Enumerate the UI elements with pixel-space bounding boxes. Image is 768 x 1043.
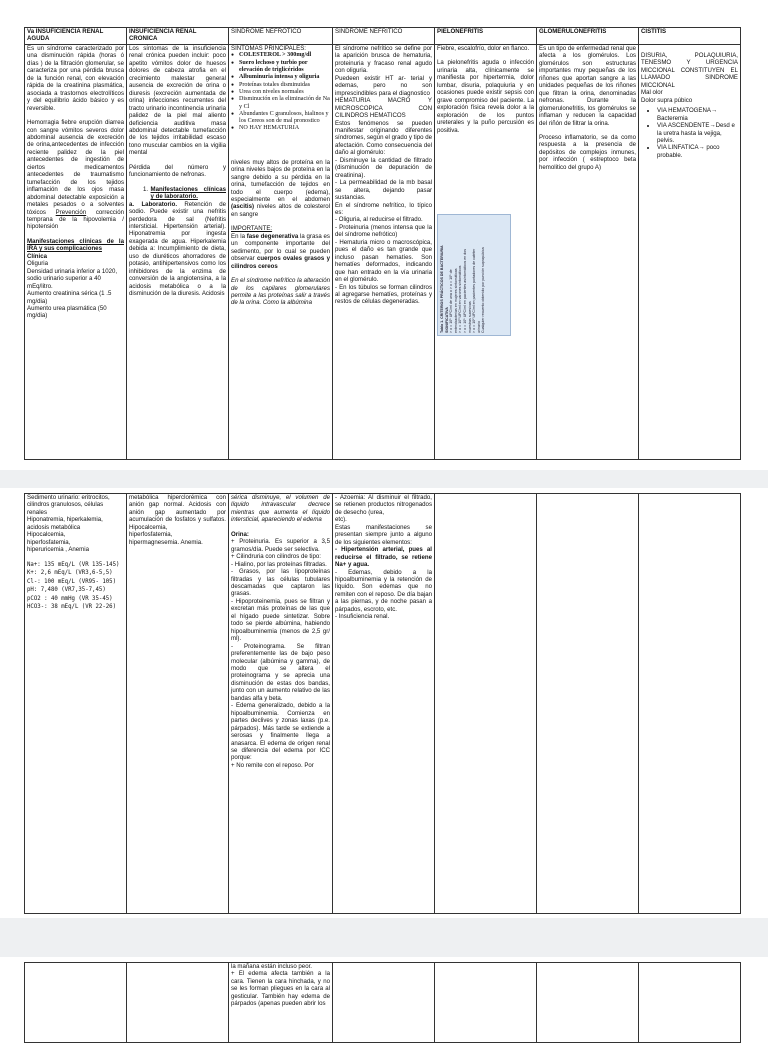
cell-ira (25, 963, 127, 1043)
bacteriuria-criteria-table (437, 214, 511, 336)
sn-description: niveles muy altos de proteína en la orina niveles bajos de proteína en la sangre debido a su pérdida en la orina, tumefacción de tejidos en todo el cuerpo (edema), especialmente en el abdomen (ascitis) niveles altos de colesterol en sangre (231, 158, 330, 218)
header-pielonefritis: PIELONEFRITIS (435, 28, 537, 45)
sn-item: ● Albuminuria intensa y oliguria (239, 74, 330, 81)
sn-title: SINTOMAS PRINCIPALES: (231, 45, 306, 52)
glo-process: Proceso inflamatorio, se da como respuesta a la presencia de depósitos de complejos inmunes, por infección ( estreptoco beta hemolitico del grupo A) (539, 133, 636, 171)
cell-sindrome-nefritico (333, 963, 435, 1043)
cell-ira (25, 45, 127, 460)
cell-cistitis (639, 494, 741, 914)
ira-definition: Es un síndrome caracterizado por una disminución rápida (horas ó días ) de la filtración glomerular, se caracteriza por una pérdida brusca de la función renal, con elevación rápida de la creatinina plasmática, asociada a trastornos electrolíticos y del equilibrio ácido básico y es reversible. (27, 45, 124, 112)
sn-item: ● Abundantes C granulosos, hialinos y los Cereos son de mal pronostico (239, 111, 330, 126)
sn-symptom-list (231, 52, 330, 132)
pie-description: La pielonefritis aguda o infección urinaria alta, clínicamente se manifiesta por hipertermia, dolor lumbar, disuria, polaquiuria y en ocasiones puede existir sepsis con grave compromiso del paciente. La exploración física revela dolor a la exploración de los puntos ureterales y la puño percusión es positiva. (437, 59, 534, 134)
cell-glomerulonefritis (537, 963, 639, 1043)
cell-sindrome-nefritico (333, 494, 435, 914)
comparison-table-page-3 (24, 962, 741, 1043)
content-row (25, 963, 741, 1043)
snf-edemas: - Edemas, debido a la hipoalbuminemia y la retención de líquido. Son edemas que no remiten con el reposo. De día bajan a las piernas, y de noche pasan a párpados, escroto, etc. - Insuficiencia renal. (335, 568, 432, 621)
snf-hypertension: - Hipertensión arterial, pues al reducirse el filtrado, se retiene Na+ y agua. (335, 546, 432, 569)
cis-symptoms: DISURIA, POLAQUIURIA, TENESMO Y URGENCIA MICCIONAL CONSTITUYEN EL LLAMADO SINDROME MICCIONAL Mal olor Dolor supra púbico (641, 52, 738, 104)
page-1 (0, 0, 768, 470)
sn-orina-heading: Orina: (231, 530, 249, 538)
sn-orina-text: + Proteinuria. Es superior a 3,5 gramos/día. Puede ser selectiva. + Cilindruria con cilindros de tipo: - Hialino, por las proteínas filtradas. - Grasos, por las lipoproteínas filtradas y las células tubulares descamadas que captaron las grasas. - Hipoproteinemia, pues se filtran y excretan más proteínas de las que el hígado puede sintetizar. Sobre todo se pierde albúmina, habiendo hipoalbuminemia (menos de 2,5 gr/ ml). - Proteinograma. Se filtran preferentemente las de bajo peso molecular (albúmina y gamma), de modo que se altera el proteinograma y se aprecia una disminución de estas dos bandas, junto con un aumento relativo de las bandas alfa y beta. - Edema generalizado, debido a la hipoalbuminemia. Comienza en partes declives y zonas laxas (p.e. párpados). Más tarde se extiende a serosas y finalmente llega a anasarca. El edema de origen renal se diferencia del edema por ICC porque: + No remite con el reposo. Por (231, 538, 330, 769)
cell-glomerulonefritis (537, 494, 639, 914)
ira-clinica-list: Oliguria Densidad urinaria inferior a 1020, sodio urinario superior a 40 mEq/litro. Aumento creatinina sérica (1 .5 mg/dia) Aumento urea plasmática (50 mg/dia) (27, 260, 118, 320)
cell-sindrome-nefrotico (229, 45, 333, 460)
header-glomerulonefritis: GLOMERULONEFRITIS (537, 28, 639, 45)
sn-item: ● Suero lechoso y turbio por elevación de triglicéridos (239, 60, 330, 75)
pie-symptoms: Fiebre, escalofrío, dolor en flanco. (437, 45, 530, 52)
snf-text: El síndrome nefrítico se define por la aparición brusca de hematuria, proteinuria y fracaso renal agudo con oliguria. Puedeen existir HT ar- terial y edemas, pero no son imprescindibles para el diagnostico HEMATURIA MACRO Y MICROSCOPICA CON CILINDROS HEMATICOS Estos fenómenos se pueden manifestar originando diferentes síndromes, según el grado y tipo de afectación. Como consecuencia del daño al glomérulo: - Disminuye la cantidad de filtrado (disminución de depuración de creatinina). - La permeabilidad de la mb basal se altera, dejando pasar sustancias. En el síndrome nefrítico, lo típico es: - Oliguria, al reducirse el filtrado. - Proteinuria (menos intensa que la del síndrome nefrótico) - Hematuria micro o macroscópica, pues el daño es tan grande que incluso pasan hematíes. Son hematíes deformados, indicando que han entrado en la vía urinaria en el glomérulo. - En los túbulos se forman cilindros al agregarse hematíes, proteínas y restos de células degeneradas. (335, 45, 432, 306)
ira-sediment: Sedimento urinario: eritrocitos, cilindros granulosos, células renales Hiponatremia, hiperkalemia, acidosis metabólica Hipocalcemia, hiperfosfatemia, hiperuricemia , Anemia (27, 494, 110, 554)
header-sindrome-nefritico: SINDROME NEFRITICO (333, 28, 435, 45)
page-2 (0, 488, 768, 918)
cell-glomerulonefritis (537, 45, 639, 460)
comparison-table-page-2 (24, 493, 741, 914)
irc-laboratory: a. Laboratorio. Retención de sodio. Puede existir una nefritis perdedora de sal (Nefritis intersticial. Hipertensión arterial). Hiponatremia por ingesta exagerada de agua. Hiperkalemia debida a: Incumplimiento de dieta, uso de diuréticos ahorradores de potasio, antihipertensivos como los inhibidores de la enzima de conversión de la angiotensina, a la acidosis metabólica o a la disminución de la diuresis. Acidosis (129, 200, 226, 298)
sn-item: ● COLESTEROL > 300mg/dl (239, 52, 330, 59)
cis-route: • VIA LINFATICA→ poco probable. (657, 144, 738, 159)
cis-routes (641, 107, 738, 159)
content-row (25, 45, 741, 460)
sn-item: ● Disminución en la eliminación de Na y Cl (239, 96, 330, 111)
page-gap (0, 918, 768, 957)
page-gap (0, 470, 768, 488)
cell-cistitis (639, 963, 741, 1043)
cis-route: • VIA HEMATOGENA→ Bacteremia (657, 107, 738, 122)
ira-symptoms: Hemorragia fiebre erupción diarrea con sangre vómitos severos dolor abdominal ausencia de excreción de orina,antecedentes de infección reciente palidez de la piel antecedentes de ingestión de ciertos medicamentos antecedentes de traumatismo tumefacción de los tejidos inflamación de los ojos masa abdominal detectable exposición a metales pesados o a solventes tóxicos Prevención corrección temprana de la hipovolemia / hipotensión (27, 119, 124, 231)
sn-degenerative: En la fase degenerativa la grasa es un componente importante del sedimento, por lo cual se pueden observar cuerpos ovales grasos y cilindros cereos (231, 232, 330, 270)
sn-item: ● Proteínas totales disminuidas (239, 82, 330, 89)
sn-important: IMPORTANTE: (231, 225, 273, 233)
sn-edema: sérica disminuye, el volumen de líquido intravascular decrece mientras que aumenta el líquido intersticial, apareciendo el edema (231, 494, 330, 524)
ira-lab-values: Na+: 135 mEq/L (VR 135-145) K+: 2,6 mEq/L (VR3,6-5,5) Cl-: 100 mEq/L (VR95- 105) pH: 7,480 (VR7,35-7,45) pCO2 : 40 mmHg (VR 35-45) HCO3-: 38 mEq/L (VR 22-26) (27, 561, 120, 611)
sn-item: ● NO HAY HEMATURIA (239, 125, 330, 132)
cell-sindrome-nefrotico (229, 494, 333, 914)
header-irc: INSUFICIENCIA RENAL CRONICA (127, 28, 229, 45)
sn-item: ● Urea con niveles normales (239, 89, 330, 96)
cell-pielonefritis (435, 963, 537, 1043)
cell-irc (127, 45, 229, 460)
cell-sindrome-nefritico (333, 45, 435, 460)
bacteriuria-criteria-text: Tabla 1. CRITERIOS PRÁCTICOS DE BACTERIURIA SIGNIFICATIVA > o = 10⁵ UFC/ml de una o > o = 10⁵ de enterobacterias en mujeres sintomáticas > o = 10³ UFC/ml en varones sintomáticos > o = 10⁵ UFC/ml en pacientes asintomáticos en dos muestras sucesivas > o = 10² UFC/ml en pacientes portadores de catéter urinario Cualquier recuento obtenido por punción suprapúbica (440, 245, 486, 333)
cell-pielonefritis (435, 45, 537, 460)
cell-irc (127, 963, 229, 1043)
cis-route: • VIA ASCENDENTE→Desd e la uretra hasta la vejiga, pelvis. (657, 122, 738, 144)
cell-pielonefritis (435, 494, 537, 914)
cell-ira (25, 494, 127, 914)
header-ira: Va INSUFICIENCIA RENAL AGUDA (25, 28, 127, 45)
cell-cistitis (639, 45, 741, 460)
header-row (25, 28, 741, 45)
irc-symptoms: Los síntomas de la insuficiencia renal crónica pueden incluir: poco apetito vómitos dolor de huesos dolores de cabeza atrofia en el crecimiento malestar general ausencia de excreción de orina o diuresis (excreción aumentada de orina) infecciones recurrentes del tracto urinario incontinencia urinaria palidez de la piel mal aliento deficiencia auditiva masa abdominal detectable tumefacción de los tejidos irritabilidad escaso tono muscular cambios en la vigilia mental (129, 45, 226, 157)
header-sindrome-nefrotico: SINDROME NEFROTICO (229, 28, 333, 45)
snf-azoemia: - Azoemia: Al disminuir el filtrado, se retienen productos nitrogenados de desecho (urea, etc). Estas manifestaciones se presentan siempre junto a alguno de los siguientes elementos: (335, 494, 432, 546)
comparison-table-page-1 (24, 27, 741, 460)
ira-manifestations-heading: Manifestaciones clínicas de la IRA y sus complicaciones (27, 237, 124, 253)
ira-clinica-heading: Clínica (27, 252, 47, 260)
irc-section-heading: 1. Manifestaciones clínicas y de laboratorio. (143, 185, 226, 201)
cell-sindrome-nefrotico: la mañana están incluso peor. + El edema afecta también a la cara. Tienen la cara hinchada, y no se les forman pliegues en la cara al gesticular. También hay edema de párpados (apenas pueden abrir los (229, 963, 333, 1043)
page-3 (0, 957, 768, 1024)
glo-definition: Es un tipo de enfermedad renal que afecta a los glomérulos. Los glomérulos son estructuras importantes muy pequeñas de los riñones que aportan sangre a las unidades pequeñas de los riñones que filtran la orina, denominadas nefronas. Durante la glomerulonefritis, los glomérulos se inflaman y reducen la capacidad del riñón de filtrar la orina. (539, 45, 636, 127)
header-cistitis: CISTITIS (639, 28, 741, 45)
irc-definition: Pérdida del número y funcionamiento de nefronas. (129, 163, 226, 179)
sn-capillaries: En el síndrome nefrítico la alteración de los capilares glomerulares permite a las proteínas salir a través de la orina. Como la albúmina (231, 277, 330, 307)
cell-irc: metabólica hiperclorémica con anión gap normal. Acidosis con anión gap aumentado por acumulación de fosfatos y sulfatos. Hipocalcemia, hiperfosfatemia, hipermagnesemia. Anemia. (127, 494, 229, 914)
content-row (25, 494, 741, 914)
